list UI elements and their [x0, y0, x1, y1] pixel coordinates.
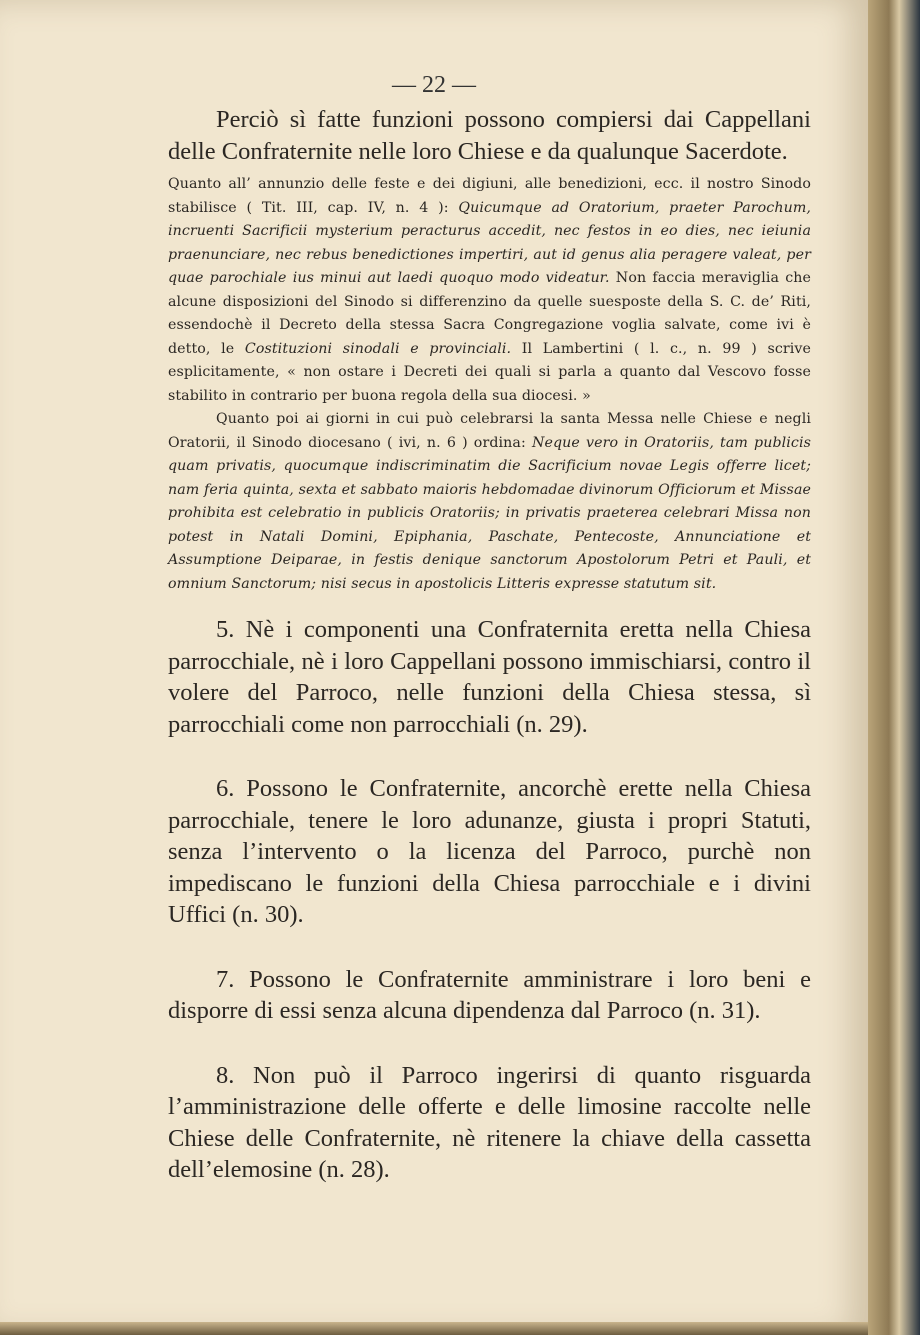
page-number: — 22 —: [392, 72, 476, 98]
latin-quote: Neque vero in Oratoriis, tam publicis quam privatis, quocumque indiscriminatim die Sacrificium novae Legis offerre licet; nam feria quinta, sexta et sabbato maioris hebdomadae divinorum Officiorum et Missae prohibita est celebratio in publicis Oratoriis; in privatis praeterea celebrari Missa non potest in Natali Domini, Epiphania, Paschate, Pentecoste, Annunciatione et Assumptione Deiparae, in festis denique sanctorum Apostolorum Petri et Pauli, et omnium Sanctorum; nisi secus in apostolicis Litteris expresse statutum sit.: [168, 434, 812, 592]
section-6: 6. Possono le Confraternite, ancorchè erette nella Chiesa parrocchiale, tenere le loro adunanze, giusta i propri Statuti, senza l’intervento o la licenza del Parroco, purchè non impediscano le funzioni della Chiesa parrocchiale e i divini Uffici (n. 30).: [168, 775, 811, 928]
page-text: [168, 104, 811, 1186]
footnote-synod: [168, 173, 811, 408]
footnote-text: Quanto all’ annunzio delle feste e dei digiuni, alle benedizioni, ecc. il nostro Sinodo stabilisce ( Tit. III, cap. IV, n. 4 ):: [168, 176, 811, 216]
section-5: 5. Nè i componenti una Confraternita eretta nella Chiesa parrocchiale, nè i loro Cappellani possono immischiarsi, contro il volere del Parroco, nelle funzioni della Chiesa stessa, sì parrocchiali come non parrocchiali (n. 29).: [168, 616, 811, 738]
section-7: 7. Possono le Confraternite amministrare i loro beni e disporre di essi senza alcuna dipendenza dal Parroco (n. 31).: [168, 965, 811, 1024]
intro-paragraph: Perciò sì fatte funzioni possono compiersi dai Cappellani delle Confraternite nelle loro Chiese e da qualunque Sacerdote.: [168, 106, 811, 165]
footnote-text: Non faccia meraviglia che alcune disposizioni del Sinodo si differenzino da quelle suesposte della S. C. de’ Riti, essendochè il Decreto della stessa Sacra Congregazione voglia salvate, come ivi è detto, le: [168, 270, 811, 357]
latin-quote: Costituzioni sinodali e provinciali.: [244, 340, 512, 357]
page-edge-binding: [868, 0, 920, 1335]
latin-quote: Quicumque ad Oratorium, praeter Parochum, incruenti Sacrificii mysterium peracturus accedit, nec festos in eo dies, nec ieiunia praenunciare, nec rebus benedictiones impertiri, aut id genus alia peragere valeat, per quae parochiale ius minui aut laedi quoquo modo videatur.: [168, 199, 811, 286]
footnote-text: Quanto poi ai giorni in cui può celebrarsi la santa Messa nelle Chiese e negli Oratorii, il Sinodo diocesano ( ivi, n. 6 ) ordina:: [168, 411, 811, 451]
page-bottom-edge: [0, 1322, 868, 1335]
footnote-text: Il Lambertini ( l. c., n. 99 ) scrive esplicitamente, « non ostare i Decreti dei quali si parla a quanto dal Vescovo fosse stabilito in contrario per buona regola della sua diocesi. »: [168, 340, 811, 404]
footnote-mass-days: [168, 408, 811, 596]
section-8: 8. Non può il Parroco ingerirsi di quanto risguarda l’amministrazione delle offerte e delle limosine raccolte nelle Chiese delle Confraternite, nè ritenere la chiave della cassetta dell’elemosine (n. 28).: [168, 1061, 811, 1183]
